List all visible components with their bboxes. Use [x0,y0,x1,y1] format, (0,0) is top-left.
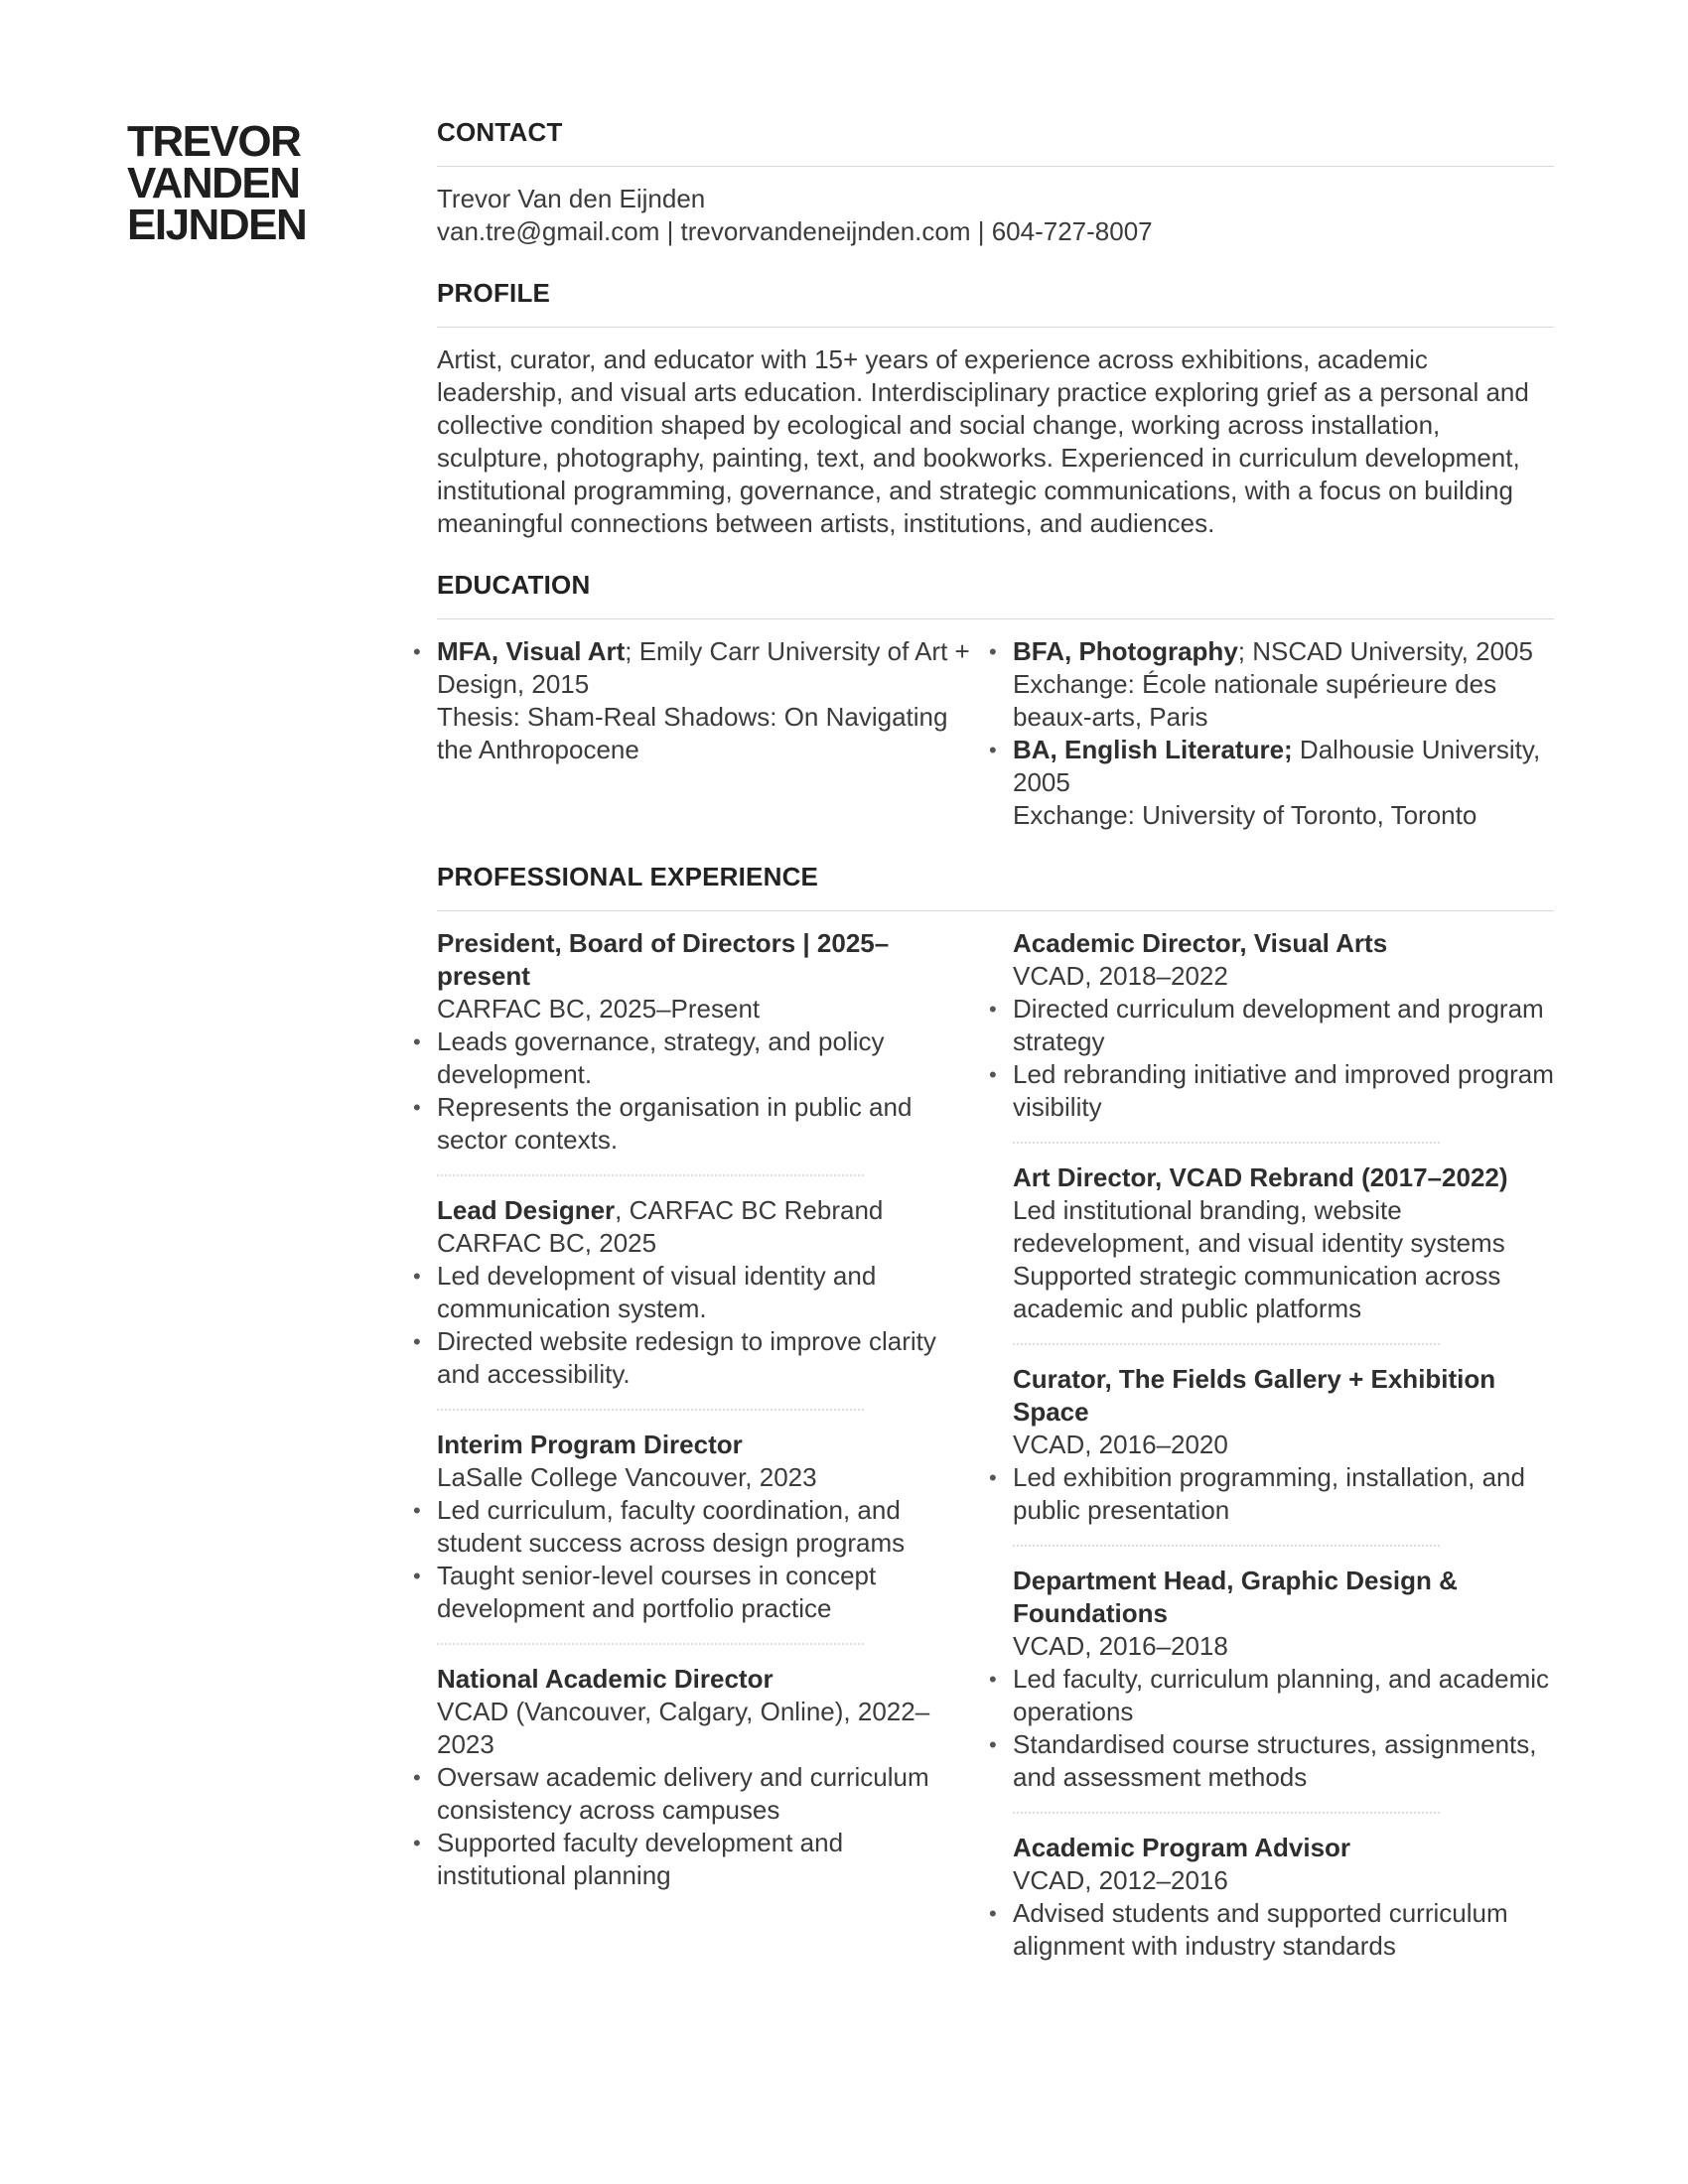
job-bullet: • Standardised course structures, assignments, and assessment methods [1013,1728,1554,1794]
job-title: Department Head, Graphic Design & Foundations [1013,1566,1458,1628]
logo-line-2: VANDEN [127,159,300,207]
job-bullet: • Taught senior-level courses in concept development and portfolio practice [437,1560,978,1625]
education-section [437,570,1554,832]
job-organization: VCAD, 2016–2020 [1013,1430,1228,1459]
contact-name: Trevor Van den Eijnden [437,184,706,213]
experience-section [437,862,1554,1998]
profile-heading: PROFILE [437,278,1554,328]
job-bullet: • Led exhibition programming, installation, and public presentation [1013,1461,1554,1527]
job-entry [1013,1565,1550,1814]
job-bullet: • Directed website redesign to improve clarity and accessibility. [437,1325,978,1391]
job-entry [1013,1363,1525,1547]
job-organization: VCAD, 2018–2022 [1013,961,1228,991]
job-title: Curator, The Fields Gallery + Exhibition Space [1013,1364,1496,1427]
job-organization: LaSalle College Vancouver, 2023 [437,1462,817,1492]
job-bullet: • Leads governance, strategy, and policy development. [437,1025,978,1091]
logo-line-1: TREVOR [127,117,301,166]
job-organization: CARFAC BC, 2025–Present [437,994,761,1024]
contact-details: van.tre@gmail.com | trevorvandeneijnden.com | 604-727-8007 [437,216,1153,246]
job-bullet: • Advised students and supported curriculum alignment with industry standards [1013,1897,1554,1963]
profile-text: Artist, curator, and educator with 15+ years of experience across exhibitions, academic leadership, and visual arts education. Interdisciplinary practice exploring grief as a personal and collective condition shaped by ecological and social change, working across installation, sculpture, photography, painting, text, and bookworks. Experienced in curriculum development, institutional programming, governance, and strategic communications, with a focus on building meaningful connections between artists, institutions, and audiences. [437,344,1529,538]
job-organization: VCAD (Vancouver, Calgary, Online), 2022–2023 [437,1697,930,1759]
job-bullet: • Directed curriculum development and program strategy [1013,993,1554,1058]
logo-line-3: EIJNDEN [127,201,307,249]
job-entry [437,927,913,1176]
job-entry [437,1194,936,1411]
job-title: Lead Designer, CARFAC BC Rebrand [437,1195,884,1225]
experience-left-column [437,927,978,1998]
education-left-column [437,635,978,832]
job-title: Art Director, VCAD Rebrand (2017–2022) [1013,1162,1508,1192]
resume-main [437,117,1554,2028]
experience-heading: PROFESSIONAL EXPERIENCE [437,862,1554,911]
education-item: • BFA, Photography; NSCAD University, 2005 Exchange: École nationale supérieure des beaux-arts, Paris [1013,635,1554,734]
education-heading: EDUCATION [437,570,1554,619]
job-title: National Academic Director [437,1664,774,1694]
job-bullet: • Led rebranding initiative and improved program visibility [1013,1058,1554,1124]
job-description-line: Supported strategic communication across academic and public platforms [1013,1261,1501,1323]
job-bullet: • Supported faculty development and institutional planning [437,1827,978,1892]
job-bullet: • Led curriculum, faculty coordination, and student success across design programs [437,1494,978,1560]
job-entry [1013,1832,1508,1980]
job-bullet: • Led development of visual identity and communication system. [437,1260,978,1325]
contact-heading: CONTACT [437,117,1554,167]
job-bullet: • Led faculty, curriculum planning, and academic operations [1013,1663,1554,1728]
job-organization: VCAD, 2012–2016 [1013,1865,1228,1895]
job-organization: CARFAC BC, 2025 [437,1228,657,1258]
job-entry [1013,927,1554,1144]
contact-section [437,117,1554,248]
job-bullet: • Represents the organisation in public and sector contexts. [437,1091,978,1157]
job-entry [437,1429,906,1645]
name-logo [127,117,314,249]
job-bullet: • Oversaw academic delivery and curriculum consistency across campuses [437,1761,978,1827]
education-item: • BA, English Literature; Dalhousie University, 2005 Exchange: University of Toronto, Toronto [1013,734,1554,832]
job-organization: VCAD, 2016–2018 [1013,1631,1228,1661]
job-entry [1013,1161,1508,1345]
profile-section [437,278,1554,540]
job-entry [437,1663,930,1910]
job-title: Academic Program Advisor [1013,1833,1351,1862]
experience-right-column [1013,927,1554,1998]
job-description-line: Led institutional branding, website redevelopment, and visual identity systems [1013,1195,1505,1258]
education-right-column [1013,635,1554,832]
job-title: Academic Director, Visual Arts [1013,928,1388,958]
job-title: President, Board of Directors | 2025–present [437,928,890,991]
education-item: • MFA, Visual Art; Emily Carr University of Art + Design, 2015 Thesis: Sham-Real Shadows: On Navigating the Anthropocene [437,635,978,766]
job-title: Interim Program Director [437,1430,743,1459]
